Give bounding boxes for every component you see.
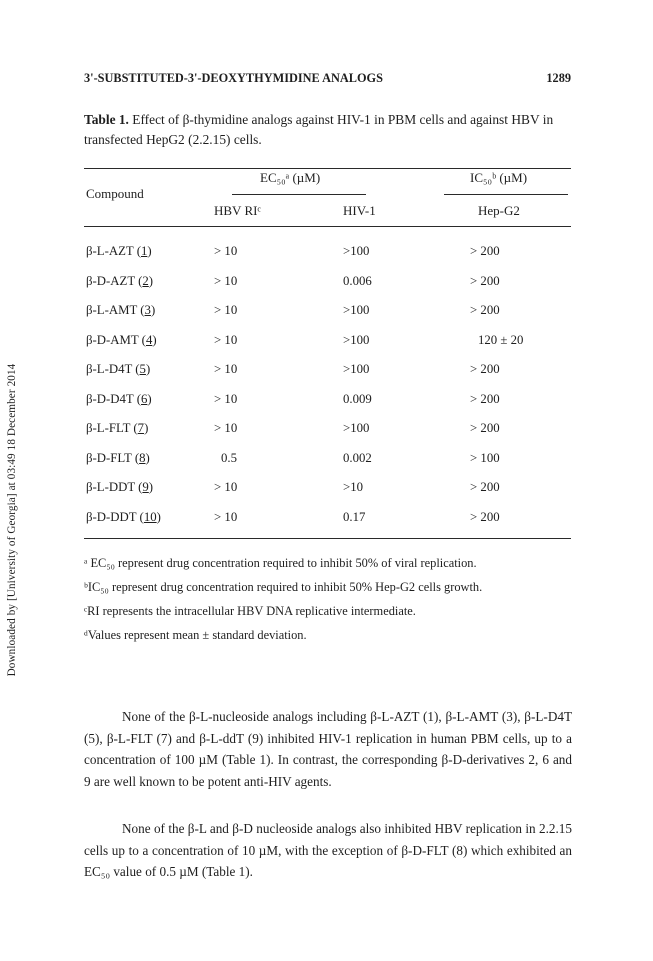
hepg2-cell: > 200 xyxy=(470,391,500,406)
header-hiv1: HIV-1 xyxy=(343,203,376,218)
page-number: 1289 xyxy=(546,71,571,85)
header-hepg2: Hep-G2 xyxy=(478,203,520,218)
hiv1-cell: >100 xyxy=(343,244,370,258)
hepg2-cell: > 200 xyxy=(470,509,500,524)
body-paragraph-1 xyxy=(84,706,572,792)
paragraph-text: None of the β-L and β-D nucleoside analogs also inhibited HBV replication in 2.2.15 cells up to a concentration of 10 µM, with the exception of β-D-FLT (8) which exhibited an EC₅₀ value of 0.5 µM (Table 1). xyxy=(84,821,572,880)
hbv-ri-cell: > 10 xyxy=(214,362,238,376)
hiv1-cell: 0.006 xyxy=(343,273,372,288)
compound-number: 2 xyxy=(142,273,149,288)
compound-cell: β-D-D4T (6) xyxy=(86,391,152,406)
compound-cell: β-D-FLT (8) xyxy=(86,450,150,465)
compound-name: β-D-DDT xyxy=(86,509,137,524)
hepg2-cell: > 200 xyxy=(470,244,500,258)
hbv-ri-cell: > 10 xyxy=(214,332,238,347)
compound-number: 3 xyxy=(144,303,151,317)
compound-name: β-D-AZT xyxy=(86,273,135,288)
hbv-ri-cell: > 10 xyxy=(214,391,238,406)
table-caption xyxy=(84,110,572,150)
compound-cell: β-L-D4T (5) xyxy=(86,362,151,376)
running-header xyxy=(84,71,571,86)
compound-cell: β-L-DDT (9) xyxy=(86,480,154,494)
compound-name: β-L-AZT xyxy=(86,244,134,258)
header-compound: Compound xyxy=(86,186,144,201)
table-header-rule xyxy=(84,226,571,227)
compound-cell: β-D-AZT (2) xyxy=(86,273,154,288)
hepg2-cell: > 100 xyxy=(470,450,500,465)
table-top-rule xyxy=(84,168,571,169)
compound-name: β-D-FLT xyxy=(86,450,132,465)
hbv-ri-cell: > 10 xyxy=(214,421,238,435)
compound-cell: β-L-AMT (3) xyxy=(86,303,156,317)
compound-number: 5 xyxy=(139,362,146,376)
compound-name: β-L-DDT xyxy=(86,480,135,494)
hepg2-cell: > 200 xyxy=(470,303,500,317)
compound-number: 4 xyxy=(145,332,153,347)
hiv1-cell: >100 xyxy=(343,303,370,317)
compound-number: 10 xyxy=(143,509,157,524)
hbv-ri-cell: > 10 xyxy=(214,273,238,288)
compound-cell: β-L-FLT (7) xyxy=(86,421,149,435)
ec50-group-rule xyxy=(232,194,366,195)
download-notice xyxy=(4,320,20,720)
footnote-d: ᵈValues represent mean ± standard deviation. xyxy=(84,628,307,642)
header-ec50: EC₅₀ᵃ (µM) xyxy=(260,170,321,185)
hepg2-cell: > 200 xyxy=(470,362,500,376)
hbv-ri-cell: > 10 xyxy=(214,509,238,524)
running-title: 3'-SUBSTITUTED-3'-DEOXYTHYMIDINE ANALOGS xyxy=(84,71,383,85)
hbv-ri-cell: > 10 xyxy=(214,244,238,258)
hepg2-cell: 120 ± 20 xyxy=(478,332,524,347)
body-paragraph-2 xyxy=(84,818,572,883)
compound-number: 9 xyxy=(142,480,149,494)
compound-name: β-D-D4T xyxy=(86,391,134,406)
compound-number: 1 xyxy=(140,244,148,258)
table-label: Table 1. xyxy=(84,112,129,127)
hiv1-cell: >10 xyxy=(343,480,364,494)
hiv1-cell: >100 xyxy=(343,421,370,435)
compound-cell: β-L-AZT (1) xyxy=(86,244,152,258)
hiv1-cell: 0.002 xyxy=(343,450,372,465)
compound-number: 7 xyxy=(137,421,145,435)
ic50-group-rule xyxy=(444,194,568,195)
hbv-ri-cell: > 10 xyxy=(214,480,238,494)
compound-name: β-L-FLT xyxy=(86,421,131,435)
compound-name: β-L-AMT xyxy=(86,303,138,317)
hepg2-cell: > 200 xyxy=(470,421,500,435)
compound-number: 8 xyxy=(139,450,146,465)
hiv1-cell: >100 xyxy=(343,332,370,347)
compound-name: β-L-D4T xyxy=(86,362,133,376)
hiv1-cell: 0.17 xyxy=(343,509,366,524)
paragraph-text: None of the β-L-nucleoside analogs including β-L-AZT (1), β-L-AMT (3), β-L-D4T (5), β-L-FLT (7) and β-L-ddT (9) inhibited HIV-1 replication in human PBM cells, up to a concentration of 100 µM (Table 1). In contrast, the corresponding β-D-derivatives 2, 6 and 9 are well known to be potent anti-HIV agents. xyxy=(84,709,572,789)
hepg2-cell: > 200 xyxy=(470,273,500,288)
header-ic50: IC₅₀ᵇ (µM) xyxy=(470,170,528,185)
hbv-ri-cell: 0.5 xyxy=(221,450,237,465)
table-caption-text: Effect of β-thymidine analogs against HIV-1 in PBM cells and against HBV in transfected HepG2 (2.2.15) cells. xyxy=(84,112,554,147)
hbv-ri-cell: > 10 xyxy=(214,303,238,317)
download-notice-text: Downloaded by [University of Georgia] at 03:49 18 December 2014 xyxy=(6,363,18,677)
compound-cell: β-D-AMT (4) xyxy=(86,332,157,347)
footnote-a: ᵃ EC₅₀ represent drug concentration required to inhibit 50% of viral replication. xyxy=(84,556,477,570)
hiv1-cell: >100 xyxy=(343,362,370,376)
compound-cell: β-D-DDT (10) xyxy=(86,509,161,524)
footnote-b: ᵇIC₅₀ represent drug concentration required to inhibit 50% Hep-G2 cells growth. xyxy=(84,580,483,594)
table-bottom-rule xyxy=(84,538,571,539)
compound-number: 6 xyxy=(140,391,148,406)
footnote-c: ᶜRI represents the intracellular HBV DNA replicative intermediate. xyxy=(84,604,416,618)
compound-name: β-D-AMT xyxy=(86,332,139,347)
header-hbv-ri: HBV RIᶜ xyxy=(214,203,261,218)
hiv1-cell: 0.009 xyxy=(343,391,372,406)
hepg2-cell: > 200 xyxy=(470,480,500,494)
